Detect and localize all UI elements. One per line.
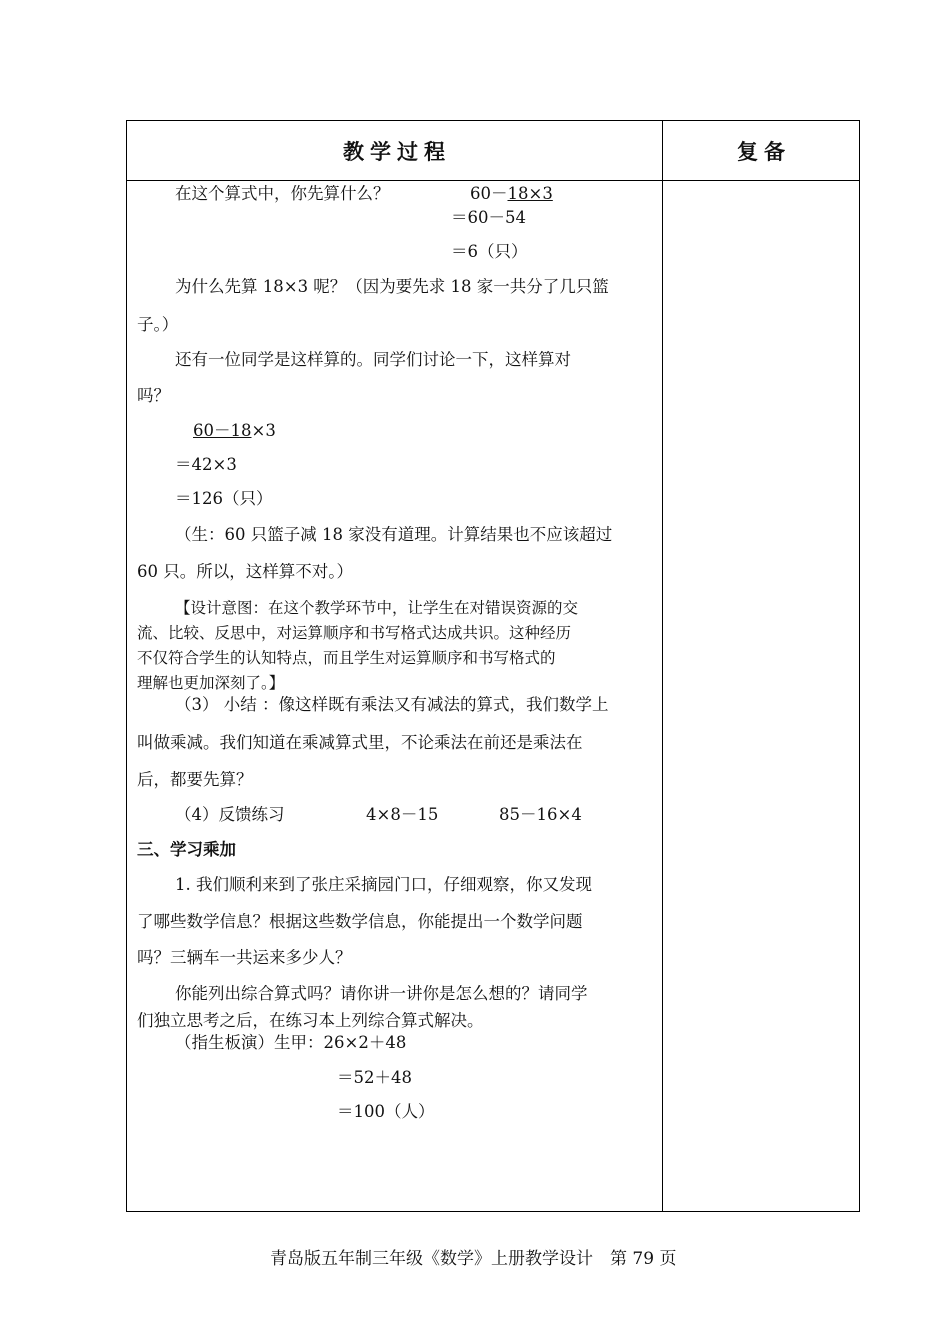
text-line: 还有一位同学是这样算的。同学们讨论一下，这样算对 <box>175 350 571 369</box>
design-note: 【设计意图：在这个教学环节中，让学生在对错误资源的交 <box>175 599 579 617</box>
equation-step: ＝52＋48 <box>337 1068 412 1087</box>
text-line: 吗？ <box>137 386 170 405</box>
text-line: 后，都要先算？ <box>137 770 253 789</box>
equation-step: ＝60－54 <box>451 208 526 227</box>
equation-step: ＝100（人） <box>337 1102 435 1121</box>
column-divider <box>662 120 663 1212</box>
text-line: 60 只。所以，这样算不对。） <box>137 562 353 581</box>
header-teaching-process: 教学过程 <box>343 140 451 164</box>
practice-expression: 85－16×4 <box>499 805 582 824</box>
equation-line: （指生板演）生甲：26×2＋48 <box>175 1033 407 1052</box>
text-line: （3） 小结 ：像这样既有乘法又有减法的算式，我们数学上 <box>175 695 609 714</box>
equation-step: ＝6（只） <box>451 242 528 261</box>
equation-part: ×3 <box>251 421 276 440</box>
design-note: 流、比较、反思中，对运算顺序和书写格式达成共识。这种经历 <box>137 624 572 642</box>
equation-line <box>470 183 553 205</box>
design-note: 理解也更加深刻了。】 <box>137 674 285 692</box>
text-line: 们独立思考之后，在练习本上列综合算式解决。 <box>137 1011 484 1030</box>
practice-expression: 4×8－15 <box>366 805 439 824</box>
design-note: 不仅符合学生的认知特点，而且学生对运算顺序和书写格式的 <box>137 649 556 667</box>
text-line: 你能列出综合算式吗？请你讲一讲你是怎么想的？请同学 <box>175 984 588 1003</box>
text-line: 叫做乘减。我们知道在乘减算式里，不论乘法在前还是乘法在 <box>137 733 583 752</box>
equation-line <box>193 420 276 442</box>
page-footer: 青岛版五年制三年级《数学》上册教学设计 第 79 页 <box>270 1249 677 1269</box>
text-line: 了哪些数学信息？根据这些数学信息，你能提出一个数学问题 <box>137 912 583 931</box>
underlined-part: 18×3 <box>507 184 553 203</box>
header-review: 复备 <box>737 140 791 164</box>
text-line: 吗？三辆车一共运来多少人？ <box>137 948 352 967</box>
question-text: 在这个算式中，你先算什么？ <box>175 184 390 203</box>
text-line: 为什么先算 18×3 呢？（因为要先求 18 家一共分了几只篮 <box>175 277 609 296</box>
text-line: 子。） <box>137 315 179 334</box>
text-line: （生：60 只篮子减 18 家没有道理。计算结果也不应该超过 <box>175 525 613 544</box>
practice-label: （4）反馈练习 <box>175 805 285 824</box>
section-heading: 三、学习乘加 <box>137 840 236 859</box>
text-line: 1. 我们顺利来到了张庄采摘园门口，仔细观察，你又发现 <box>175 875 592 894</box>
equation-step: ＝42×3 <box>175 455 237 474</box>
underlined-part: 60－18 <box>193 421 252 440</box>
equation-step: ＝126（只） <box>175 489 273 508</box>
equation-part: 60－ <box>470 184 508 203</box>
header-divider <box>126 180 860 181</box>
